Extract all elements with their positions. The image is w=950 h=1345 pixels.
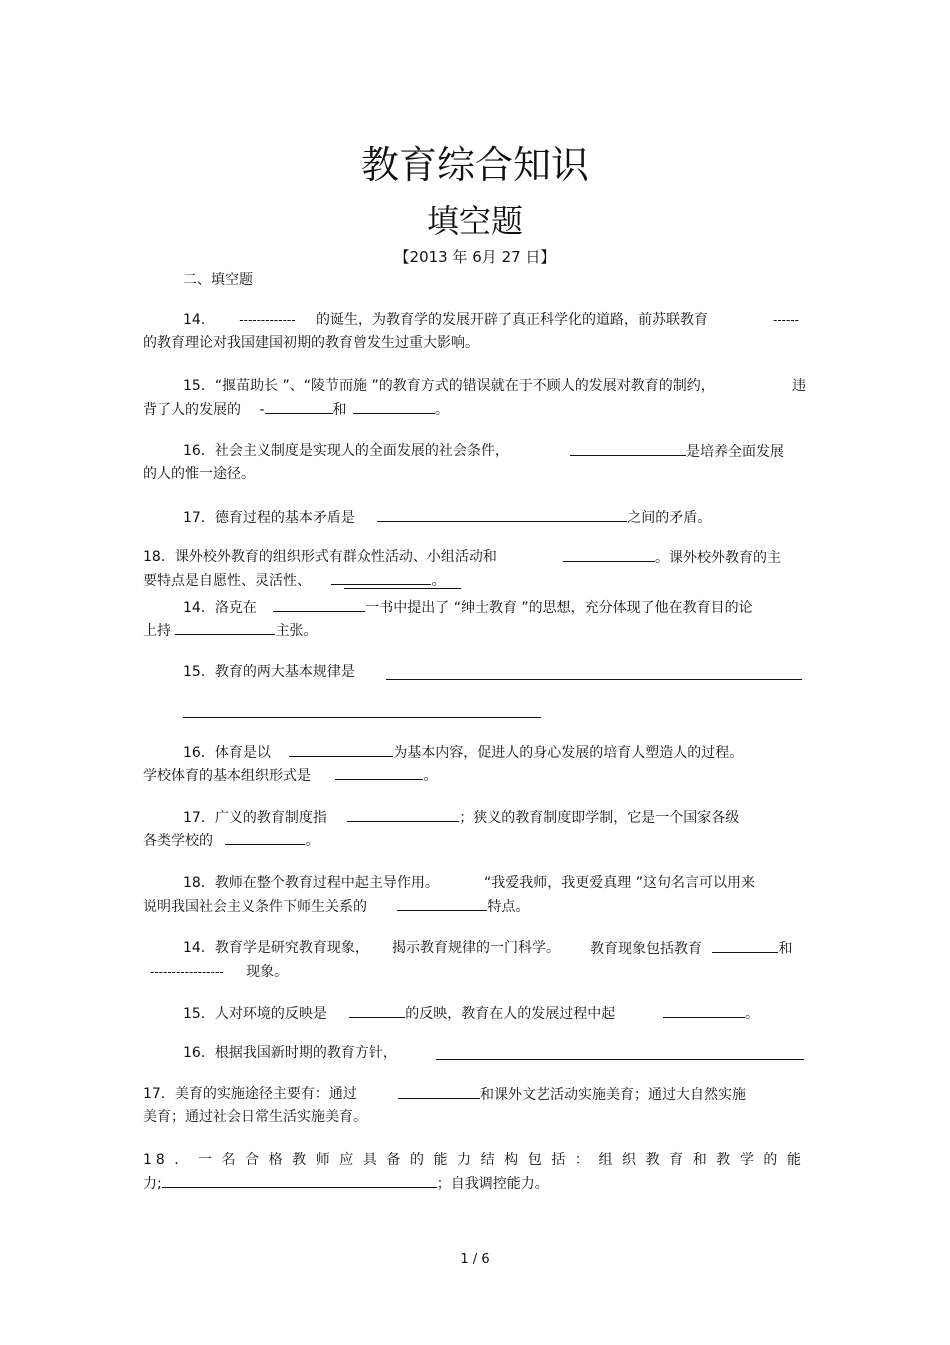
document-title: 教育综合知识 [360,143,589,187]
q-text: 说明我国社会主义条件下师生关系的 [143,899,367,915]
dash-blank: ------ [773,313,799,327]
question-b15-line1: 15．教育的两大基本规律是 [183,664,355,680]
dash-blank: ------------- [239,313,296,327]
question-c17-line2: 美育；通过社会日常生活实施美育。 [143,1109,367,1125]
answer-blank [353,399,435,414]
q-text: 。 [305,833,320,849]
answer-blank [289,742,393,757]
answer-blank [347,807,459,822]
q-text: 14．洛克在 [183,600,257,616]
question-a14-line2: 的教育理论对我国建国初期的教育曾发生过重大影响。 [143,335,479,351]
question-a16-line2: 的人的惟一途径。 [143,466,255,482]
q-text: 和课外文艺活动实施美育；通过大自然实施 [480,1087,746,1103]
q-text: 是培养全面发展 [686,444,784,460]
q-text: 15．人对环境的反映是 [183,1006,327,1022]
q-text: 要特点是自愿性、灵活性、 [143,573,311,589]
answer-blank [563,547,655,562]
question-b18-line2 [143,896,529,917]
q-text: 教育现象包括教育 [590,941,702,957]
question-a16-blank-line [570,441,784,462]
question-c14-part3 [590,938,792,959]
answer-blank [349,1003,405,1018]
q-text: 17．广义的教育制度指 [183,810,327,826]
page-number: 1 / 6 [460,1252,490,1267]
question-a15-line1: 15．“揠苗助长 ”、“陵节而施 ”的教育方式的错误就在于不顾人的发展对教育的制约， [183,378,715,394]
question-b18-quote: “我爱我师，我更爱真理 ”这句名言可以用来 [484,875,755,891]
answer-blank [398,1084,480,1099]
document-subtitle: 填空题 [426,202,523,240]
question-a17-line1 [183,507,711,528]
answer-blank [162,1173,437,1188]
question-a18-line1: 18．课外校外教育的组织形式有群众性活动、小组活动和 [143,549,497,565]
answer-blank [335,765,423,780]
q-text: 特点。 [487,899,530,915]
question-a14-line1 [183,310,708,330]
q-text: 力; [143,1176,162,1192]
answer-blank [273,597,365,612]
q-text: 背了人的发展的 [143,402,241,418]
dash-blank: ----------------- [150,965,224,979]
q-text: 。 [431,573,446,589]
underline-rule [344,588,461,589]
answer-rule [436,1059,804,1060]
q-text: 一书中提出了 “绅士教育 ”的思想，充分体现了他在教育目的论 [365,600,753,616]
question-c15-line1 [183,1003,615,1024]
q-text: 。 [745,1006,759,1022]
question-c14-line1: 14．教育学是研究教育现象， [183,940,369,956]
document-date: 【2013 年 6月 27 日】 [394,248,556,266]
question-c17-blank-line [398,1084,746,1105]
q-text: 。 [434,402,449,418]
question-b14-line2 [143,620,317,641]
question-b16-line2 [143,765,437,786]
question-b17-line2 [143,830,319,851]
q-text: 的诞生，为教育学的发展开辟了真正科学化的道路，前苏联教育 [316,312,709,328]
q-text: 学校体育的基本组织形式是 [143,768,311,784]
answer-blank [265,399,333,414]
answer-blank [377,507,627,522]
q-text: 上持 [143,623,171,639]
question-b16-line1 [183,742,743,763]
answer-blank [225,830,305,845]
question-c16-line1: 16．根据我国新时期的教育方针， [183,1045,397,1061]
q-text: 的反映，教育在人的发展过程中起 [405,1006,616,1022]
q-text: 17．德育过程的基本矛盾是 [183,510,355,526]
q-text: 和 [332,402,347,418]
answer-rule [386,679,802,680]
q-text: 之间的矛盾。 [627,510,712,526]
question-b17-line1 [183,807,739,828]
section-heading: 二、填空题 [183,272,253,288]
q-text: 主张。 [275,623,318,639]
question-a18-blank-line [563,547,781,568]
answer-blank [175,620,275,635]
question-c14-part2: 揭示教育规律的一门科学。 [392,940,560,956]
answer-blank [397,896,487,911]
q-text: 为基本内容，促进人的身心发展的培育人塑造人的过程。 [393,745,744,761]
question-c18-line1: 18．一名合格教师应具备的能力结构包括：组织教育和教学的能 [143,1152,805,1168]
q-text: 。课外校外教育的主 [655,550,781,566]
question-c14-line2 [150,962,288,982]
question-a15-tail: 违 [792,378,806,394]
q-text: ；自我调控能力。 [436,1176,549,1192]
q-text: - [259,402,265,418]
answer-blank [663,1003,745,1018]
question-c15-blank-line [663,1003,759,1024]
question-b18-line1: 18．教师在整个教育过程中起主导作用。 [183,875,439,891]
question-c17-line1: 17．美育的实施途径主要有：通过 [143,1086,357,1102]
answer-blank [712,938,778,953]
question-c18-line2 [143,1173,549,1194]
q-text: 和 [778,941,793,957]
question-b14-line1 [183,597,753,618]
q-text: 16．体育是以 [183,745,271,761]
q-number: 14． [183,312,215,328]
question-a15-line2 [143,399,449,420]
q-text: 各类学校的 [143,833,213,849]
q-text: 现象。 [246,964,289,980]
answer-blank [570,441,686,456]
answer-blank [331,570,431,585]
q-text: 。 [423,768,438,784]
answer-rule [183,717,541,718]
q-text: ；狭义的教育制度即学制，它是一个国家各级 [459,810,740,826]
question-a16-line1: 16．社会主义制度是实现人的全面发展的社会条件， [183,443,509,459]
